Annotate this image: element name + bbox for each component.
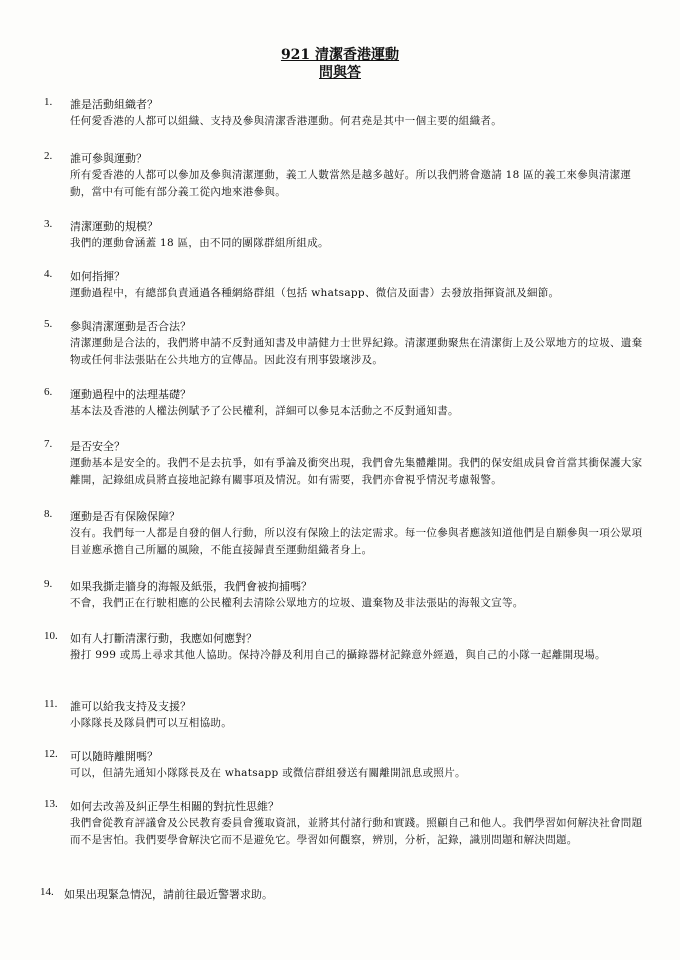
item-number: 14. bbox=[40, 886, 54, 898]
answer: 我們會從教育評議會及公民教育委員會獲取資訊，並將其付諸行動和實踐。照顧自己和他人。我們學習如何解決社會問題而不是害怕。我們要學會解決它而不是避免它。學習如何觀察，辨別，分析，記錄，識別問題和解決問題。 bbox=[70, 817, 643, 846]
question: 是否安全？ bbox=[70, 440, 125, 453]
question: 參與清潔運動是否合法？ bbox=[70, 320, 191, 333]
item-number: 3. bbox=[44, 218, 53, 230]
answer: 沒有。我們每一人都是自發的個人行動，所以沒有保險上的法定需求。每一位參與者應該知道他們是自願參與一項公眾項目並應承擔自己所屬的風險，不能直接歸責至運動組織者身上。 bbox=[70, 527, 643, 556]
question: 清潔運動的規模？ bbox=[70, 220, 158, 233]
answer: 清潔運動是合法的，我們將申請不反對通知書及申請健力士世界紀錄。清潔運動聚焦在清潔街上及公眾地方的垃圾、遺棄物或任何非法張貼在公共地方的宣傳品。因此沒有刑事毀壞涉及。 bbox=[70, 337, 643, 366]
item-number: 8. bbox=[44, 508, 53, 520]
question: 誰可以給我支持及支援？ bbox=[70, 700, 191, 713]
item-number: 5. bbox=[44, 318, 53, 330]
answer: 小隊隊長及隊員們可以互相協助。 bbox=[70, 717, 232, 729]
question: 如有人打斷清潔行動，我應如何應對？ bbox=[70, 632, 257, 645]
item-number: 11. bbox=[44, 698, 58, 710]
item-number: 1. bbox=[44, 96, 53, 108]
answer: 所有愛香港的人都可以參加及參與清潔運動，義工人數當然是越多越好。所以我們將會邀請 18 區的義工來參與清潔運動，當中有可能有部分義工從內地來港參與。 bbox=[70, 169, 632, 198]
question: 如果出現緊急情況，請前往最近警署求助。 bbox=[64, 888, 273, 901]
answer: 不會，我們正在行駛相應的公民權利去清除公眾地方的垃圾、遺棄物及非法張貼的海報文宣等。 bbox=[70, 597, 524, 609]
question: 誰可參與運動？ bbox=[70, 152, 147, 165]
document-subtitle: 問與答 bbox=[319, 65, 361, 81]
item-number: 9. bbox=[44, 578, 53, 590]
item-number: 2. bbox=[44, 150, 53, 162]
item-number: 12. bbox=[44, 748, 58, 760]
question: 誰是活動組織者？ bbox=[70, 98, 158, 111]
question: 如何指揮？ bbox=[70, 270, 125, 283]
question: 運動過程中的法理基礎？ bbox=[70, 388, 191, 401]
answer: 任何愛香港的人都可以組織、支持及參與清潔香港運動。何君堯是其中一個主要的組織者。 bbox=[70, 115, 502, 127]
item-number: 6. bbox=[44, 386, 53, 398]
question: 如果我撕走牆身的海報及紙張，我們會被拘捕嗎？ bbox=[70, 580, 312, 593]
answer: 撥打 999 或馬上尋求其他人協助。保持冷靜及利用自己的攝錄器材記錄意外經過，與自己的小隊一起離開現場。 bbox=[70, 649, 606, 661]
item-number: 4. bbox=[44, 268, 53, 280]
question: 如何去改善及糾正學生相關的對抗性思維？ bbox=[70, 800, 279, 813]
question: 運動是否有保險保障？ bbox=[70, 510, 180, 523]
document-title: 921 清潔香港運動 bbox=[280, 47, 400, 63]
answer: 運動過程中，有總部負責通過各種網絡群組（包括 whatsapp、微信及面書）去發放指揮資訊及細節。 bbox=[70, 287, 560, 299]
item-number: 7. bbox=[44, 438, 53, 450]
item-number: 10. bbox=[44, 630, 58, 642]
answer: 基本法及香港的人權法例賦予了公民權利，詳細可以參見本活動之不反對通知書。 bbox=[70, 405, 459, 417]
question: 可以隨時離開嗎？ bbox=[70, 750, 158, 763]
item-number: 13. bbox=[44, 798, 58, 810]
answer: 可以，但請先通知小隊隊長及在 whatsapp 或微信群組發送有關離開訊息或照片。 bbox=[70, 767, 466, 779]
answer: 運動基本是安全的。我們不是去抗爭，如有爭論及衝突出現，我們會先集體離開。我們的保安組成員會首當其衝保護大家離開，記錄組成員將直接地記錄有關事項及情況。如有需要，我們亦會視乎情況考慮報警。 bbox=[70, 457, 643, 486]
answer: 我們的運動會涵蓋 18 區，由不同的團隊群組所組成。 bbox=[70, 237, 329, 249]
